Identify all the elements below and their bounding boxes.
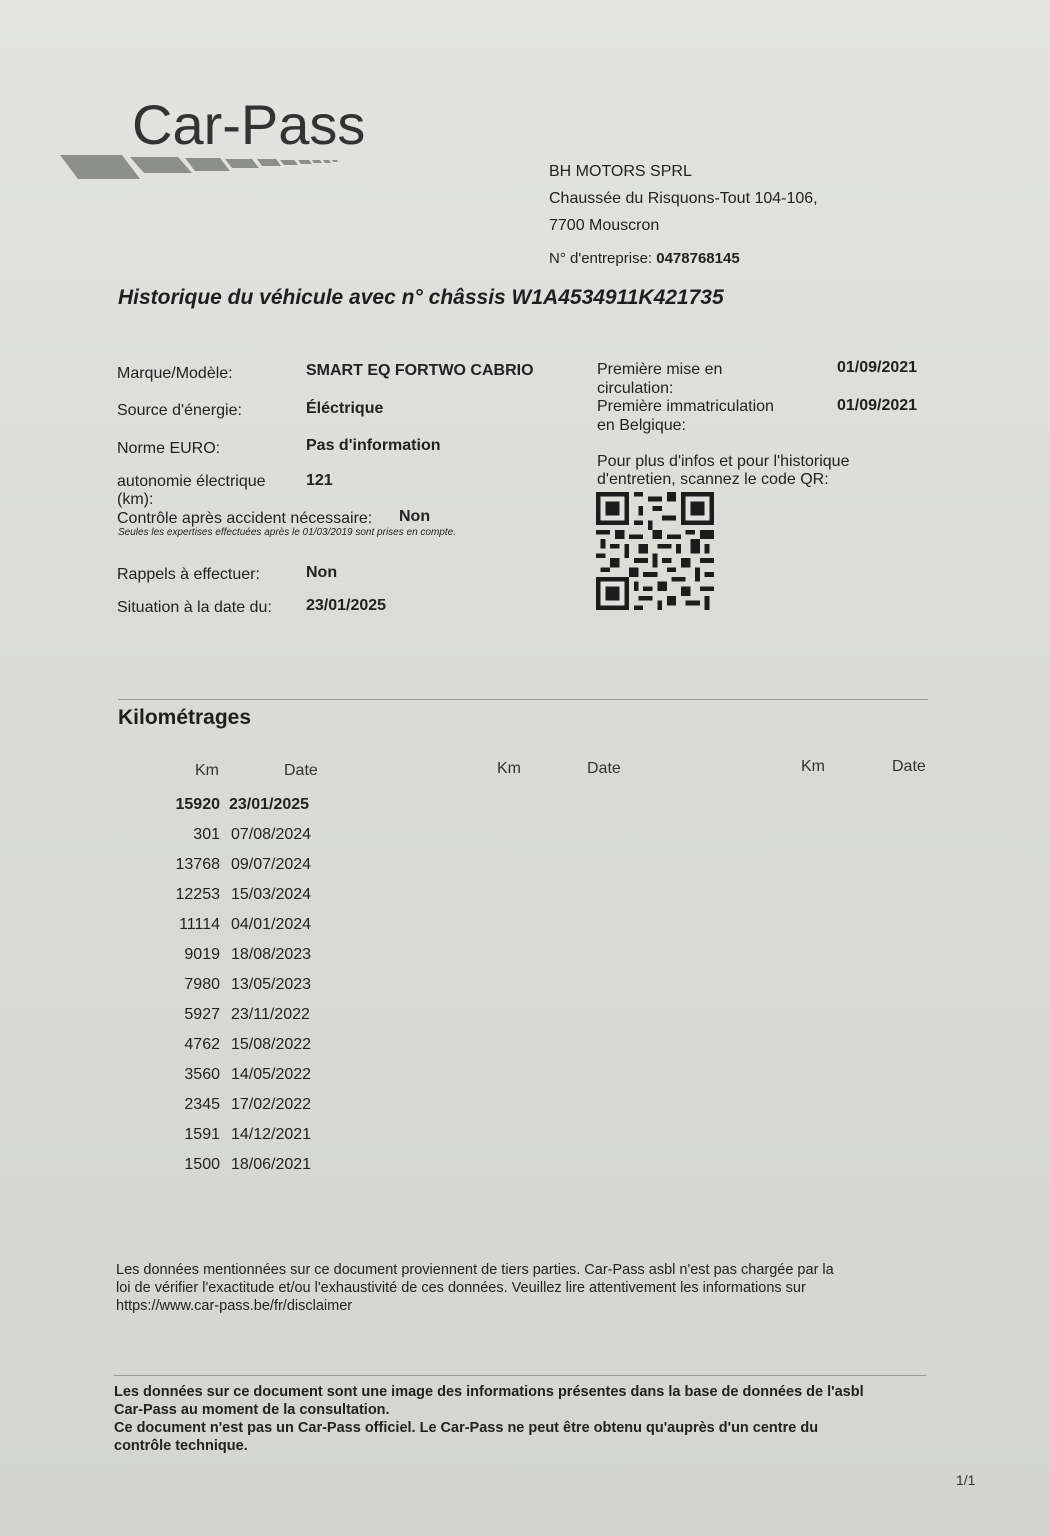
mileage-km: 4762 bbox=[184, 1036, 220, 1053]
page-number: 1/1 bbox=[956, 1472, 976, 1488]
enterprise-number: 0478768145 bbox=[656, 250, 740, 267]
mileage-title: Kilométrages bbox=[118, 706, 252, 729]
euro-norm-value: Pas d'information bbox=[306, 437, 441, 454]
qr-info-line2: d'entretien, scannez le code QR: bbox=[597, 471, 829, 488]
col-date-2: Date bbox=[587, 760, 621, 777]
recalls-label: Rappels à effectuer: bbox=[117, 566, 260, 583]
first-registration-label-line1: Première immatriculation bbox=[597, 398, 774, 415]
euro-norm-label: Norme EURO: bbox=[117, 440, 221, 457]
range-value: 121 bbox=[306, 472, 333, 489]
range-label-line1: autonomie électrique bbox=[117, 473, 266, 490]
mileage-km: 1500 bbox=[184, 1156, 220, 1173]
footer-line1: Les données sur ce document sont une image des informations présentes dans la base de données de l'asbl bbox=[114, 1384, 864, 1400]
first-circulation-label-line2: circulation: bbox=[597, 380, 674, 397]
mileage-km: 2345 bbox=[184, 1096, 220, 1113]
history-title: Historique du véhicule avec n° châssis W1A4534911K421735 bbox=[118, 286, 724, 309]
mileage-date: 18/08/2023 bbox=[231, 946, 312, 963]
footer-notice bbox=[114, 1383, 934, 1455]
mileage-date: 14/05/2022 bbox=[231, 1066, 312, 1083]
col-date-3: Date bbox=[892, 758, 926, 775]
mileage-km: 15920 bbox=[175, 796, 220, 813]
col-date-1: Date bbox=[284, 762, 318, 779]
energy-label: Source d'énergie: bbox=[117, 402, 242, 419]
col-km-2: Km bbox=[497, 760, 521, 777]
mileage-date: 14/12/2021 bbox=[231, 1126, 312, 1143]
situation-label: Situation à la date du: bbox=[117, 599, 272, 616]
mileage-km: 7980 bbox=[184, 976, 220, 993]
qr-code-icon[interactable] bbox=[596, 492, 714, 610]
col-km-3: Km bbox=[801, 758, 825, 775]
range-label-line2: (km): bbox=[117, 491, 154, 508]
mileage-km: 5927 bbox=[184, 1006, 220, 1023]
first-circulation-label-line1: Première mise en bbox=[597, 361, 723, 378]
mileage-km: 1591 bbox=[184, 1126, 220, 1143]
accident-check-label: Contrôle après accident nécessaire: bbox=[117, 510, 373, 527]
mileage-date: 15/08/2022 bbox=[231, 1036, 312, 1053]
mileage-km: 9019 bbox=[184, 946, 220, 963]
mileage-date: 18/06/2021 bbox=[231, 1156, 312, 1173]
car-pass-logo-text: Car-Pass bbox=[132, 93, 366, 156]
disclaimer bbox=[116, 1261, 931, 1315]
dealer-address-line2: 7700 Mouscron bbox=[549, 217, 660, 234]
mileage-date: 09/07/2024 bbox=[231, 856, 312, 873]
mileage-date: 13/05/2023 bbox=[231, 976, 312, 993]
first-circulation-date: 01/09/2021 bbox=[837, 359, 918, 376]
make-model-value: SMART EQ FORTWO CABRIO bbox=[306, 362, 534, 379]
mileage-date: 23/01/2025 bbox=[229, 796, 310, 813]
mileage-km: 12253 bbox=[175, 886, 220, 903]
disclaimer-link[interactable]: https://www.car-pass.be/fr/disclaimer bbox=[116, 1298, 353, 1314]
first-registration-label-line2: en Belgique: bbox=[597, 417, 686, 434]
footer-line4: contrôle technique. bbox=[114, 1438, 248, 1454]
qr-info-line1: Pour plus d'infos et pour l'historique bbox=[597, 453, 850, 470]
footer-divider bbox=[114, 1375, 926, 1376]
dealer-name: BH MOTORS SPRL bbox=[549, 163, 692, 180]
car-pass-logo-stripes-icon bbox=[60, 153, 360, 181]
disclaimer-line2: loi de vérifier l'exactitude et/ou l'exhaustivité de ces données. Veuillez lire attentivement les informations sur bbox=[116, 1280, 806, 1296]
mileage-date: 07/08/2024 bbox=[231, 826, 312, 843]
mileage-km: 13768 bbox=[175, 856, 220, 873]
make-model-label: Marque/Modèle: bbox=[117, 365, 233, 382]
mileage-date: 17/02/2022 bbox=[231, 1096, 312, 1113]
mileage-date: 23/11/2022 bbox=[231, 1006, 310, 1023]
enterprise-number-line bbox=[549, 250, 740, 267]
dealer-block bbox=[549, 158, 818, 239]
mileage-km: 3560 bbox=[184, 1066, 220, 1083]
accident-note: Seules les expertises effectuées après le 01/03/2019 sont prises en compte. bbox=[118, 527, 456, 538]
footer-line3: Ce document n'est pas un Car-Pass officiel. Le Car-Pass ne peut être obtenu qu'auprès d'un centre du bbox=[114, 1420, 819, 1436]
mileage-date: 04/01/2024 bbox=[231, 916, 312, 933]
situation-date: 23/01/2025 bbox=[306, 597, 387, 614]
mileage-km: 301 bbox=[193, 826, 220, 843]
dealer-address-line1: Chaussée du Risquons-Tout 104-106, bbox=[549, 190, 818, 207]
accident-check-value: Non bbox=[399, 508, 431, 525]
recalls-value: Non bbox=[306, 564, 338, 581]
mileage-list bbox=[160, 796, 400, 1196]
col-km-1: Km bbox=[195, 762, 219, 779]
first-registration-date: 01/09/2021 bbox=[837, 397, 918, 414]
mileage-date: 15/03/2024 bbox=[231, 886, 312, 903]
disclaimer-line1: Les données mentionnées sur ce document proviennent de tiers parties. Car-Pass asbl n'est pas chargée par la bbox=[116, 1262, 834, 1278]
energy-value: Éléctrique bbox=[306, 400, 384, 417]
section-divider bbox=[118, 699, 928, 700]
enterprise-label: N° d'entreprise: bbox=[549, 250, 653, 267]
footer-line2: Car-Pass au moment de la consultation. bbox=[114, 1402, 390, 1418]
mileage-km: 11114 bbox=[179, 916, 220, 933]
